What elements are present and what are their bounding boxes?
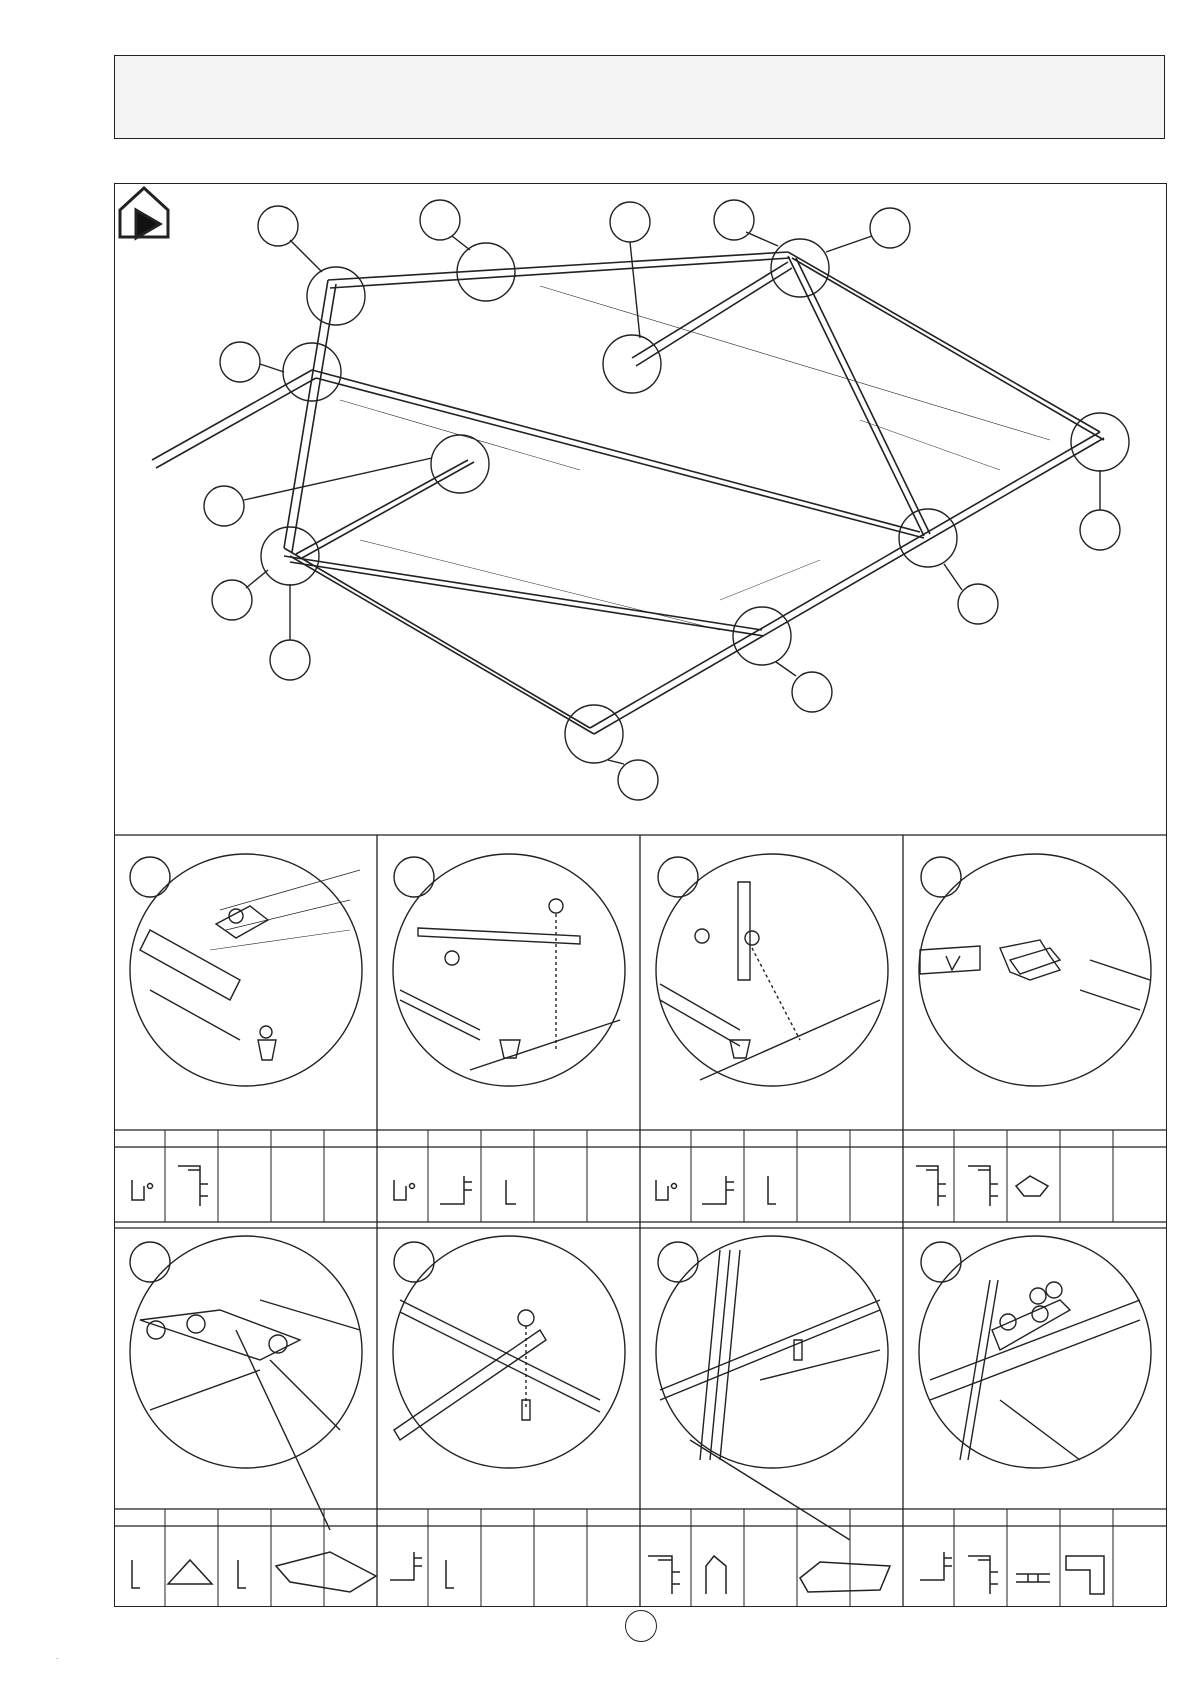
part-icons-row-2: [132, 1552, 1104, 1594]
page-number: [625, 1610, 657, 1642]
detail-panel-4: [919, 854, 1151, 1086]
step-icon: [120, 188, 168, 238]
overview-detail-circles: [261, 239, 1129, 763]
part-table-columns: [165, 1130, 1113, 1607]
greenhouse-roof-frame: [152, 252, 1104, 734]
detail-grid-lines: [114, 835, 1167, 1607]
detail-panel-1: [130, 854, 362, 1086]
detail-panel-3: [656, 854, 888, 1086]
detail-panel-7: [656, 1236, 888, 1540]
part-icons-row-1: [132, 1166, 1048, 1206]
footer-mark: .: [56, 1652, 59, 1661]
detail-panel-5: [130, 1236, 362, 1530]
detail-panel-2: [393, 854, 625, 1086]
detail-panel-6: [393, 1236, 625, 1468]
detail-panel-8: [919, 1236, 1151, 1468]
